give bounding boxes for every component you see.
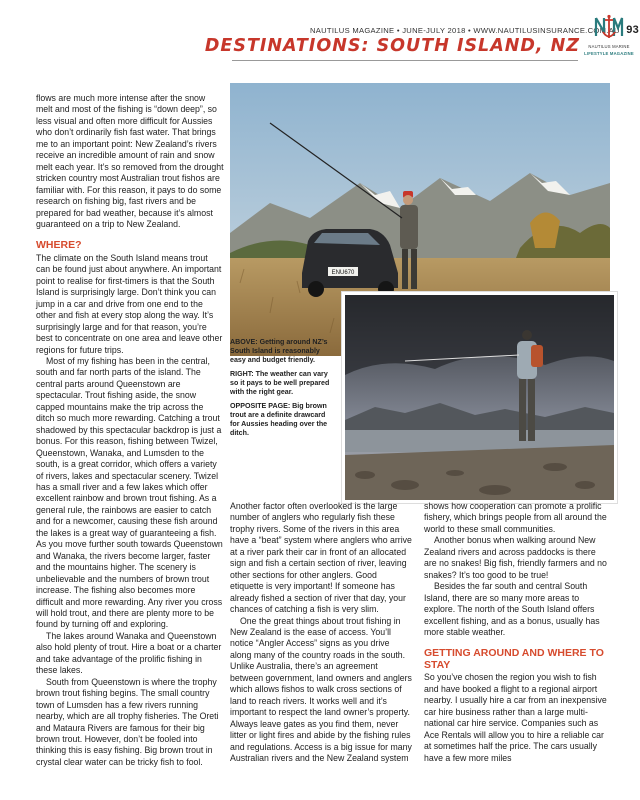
paragraph: The climate on the South Island means trout can be found just about anywhere. An important point to realise for first-timers is that the South Island is surprisingly large. Don’t think you can jump in a car and drive from one end to the other and fish at every stop along the way. It’s surprisingly large and for that reason, you’re best to concentrate on one area and leave other regions for future trips. [36, 252, 223, 355]
paragraph: Another factor often overlooked is the large number of anglers who regularly fish these trophy rivers. Some of the rivers in this area have a “beat” system where anglers who arrive at a river park their car in front of an allocated sign and fish a certain section of river, leaving other sections for other anglers. Good etiquette is very important! If someone has already fished a section of river that day, your chances of catching a fish is very slim. [230, 501, 412, 615]
running-head-text: NAUTILUS MAGAZINE • JUNE-JULY 2018 • WWW.NAUTILUSINSURANCE.COM.AU [310, 26, 620, 35]
caption-right [230, 370, 336, 397]
article-column-1 [36, 93, 224, 768]
article-column-3 [424, 501, 610, 764]
section-heading-where: WHERE? [36, 239, 82, 252]
caption-text: : The weather can vary so it pays to be well prepared with the right gear. [230, 370, 330, 396]
license-plate: ENU670 [331, 270, 355, 276]
caption-above [230, 338, 336, 365]
magazine-logo [584, 14, 634, 62]
title-divider [232, 60, 578, 61]
photo-captions [230, 338, 336, 443]
paragraph: flows are much more intense after the snow melt and most of the fishing is “down deep”, so less visual and often more difficult for Aussies who don’t ordinarily fish fast water. That brings me to an important point: New Zealand’s rivers receive an incredible amount of rain and snow melt each year. It’s so removed from the drought stricken country most Australian trout fishos are familiar with. For this reason, it pays to do some research on fishing big, fast rivers and be prepared for bad weather, because it’s almost guaranteed on a trip to New Zealand. [36, 93, 224, 229]
section-heading-getting-around: GETTING AROUND AND WHERE TO STAY [424, 647, 604, 671]
photo-angler-river [342, 292, 617, 503]
caption-opposite [230, 402, 336, 438]
paragraph: Besides the far south and central South Island, there are so many more areas to explore. The north of the South Island offers excellent fishing, and as a bonus, usually has more stable weather. [424, 581, 600, 637]
section-title: DESTINATIONS: SOUTH ISLAND, NZ [204, 36, 580, 56]
running-head [310, 24, 640, 36]
caption-label: OPPOSITE PAGE [230, 402, 288, 410]
paragraph: The lakes around Wanaka and Queenstown also hold plenty of trout. Hire a boat or a charter and take advantage of the prolific fishing in these lakes. [36, 630, 222, 676]
anchor-logo-icon [592, 14, 626, 42]
paragraph: One the great things about trout fishing in New Zealand is the ease of access. You’ll notice “Angler Access” signs as you drive along many of the country roads in the south. Unlike Australia, there’s an agreement between government, land owners and anglers which allows fishos to walk cross sections of land to reach rivers. It works well and it’s important to respect the land owner’s property. Always leave gates as you find them, never litter or light fires and abide by the fishing rules and regulations. Access is a big issue for many Australian rivers and the New Zealand system [230, 615, 412, 763]
caption-label: ABOVE [230, 338, 256, 346]
page-number: 93 [626, 24, 640, 36]
article-column-2 [230, 501, 412, 764]
paragraph: So you’ve chosen the region you wish to fish and have booked a flight to a regional airport nearby. I usually hire a car from an inexpensive car hire business rather than a large multi-national car hire service. Companies such as Ace Rentals will allow you to hire a reliable car at sometimes half the price. The cars usually have a few more miles [424, 672, 607, 763]
paragraph: shows how cooperation can promote a prolific fishery, which brings people from all around the world to these small communities. [424, 501, 607, 534]
caption-text: : Big brown trout are a definite drawcard for Aussies heading over the ditch. [230, 402, 328, 437]
caption-text: : Getting around NZ’s South Island is reasonably easy and budget friendly. [230, 338, 328, 364]
logo-text-top: NAUTILUS MARINE [588, 44, 630, 49]
caption-label: RIGHT [230, 370, 252, 378]
logo-text-bottom: LIFESTYLE MAGAZINE [584, 51, 634, 56]
paragraph: Another bonus when walking around New Zealand rivers and across paddocks is there are no snakes! Big fish, friendly farmers and no snakes? It’s too good to be true! [424, 535, 607, 580]
paragraph: South from Queenstown is where the trophy brown trout fishing begins. The small country town of Lumsden has a few rivers running nearby, which are all trophy fisheries. The Oreti and Mataura Rivers are famous for their big brown trout. However, don’t be fooled into thinking this is easy fishing. Big brown trout in crystal clear water can be tricky fish to fool. [36, 676, 219, 767]
paragraph: Most of my fishing has been in the central, south and far north parts of the island. The central parts around Queenstown are spectacular. Trout fishing aside, the snow capped mountains make the trip across the ditch so much more rewarding. Catching a trout shadowed by this spectacular backdrop is just a bonus. For this reason, fishing between Twizel, Queenstown, Wanaka, and Lumsden to the south, is a great corridor, which offers a variety of rivers, lakes and spectacular scenery. Twizel has a small river and a few lakes which offer excellent rainbow and brown trout fishing. As a general rule, the rainbows are easier to catch and for a newcomer, causing these fish around the lakes is a great way of guaranteeing a fish. As you move further south towards Queenstown and Wanaka, the rivers become larger, faster and the mountains higher. The scenery is unbelievable and the numbers of brown trout increase. The fishing also becomes more difficult and more rewarding. Any river you cross will hold trout, and there are plenty more to be found by turning off and exploring. [36, 356, 223, 630]
